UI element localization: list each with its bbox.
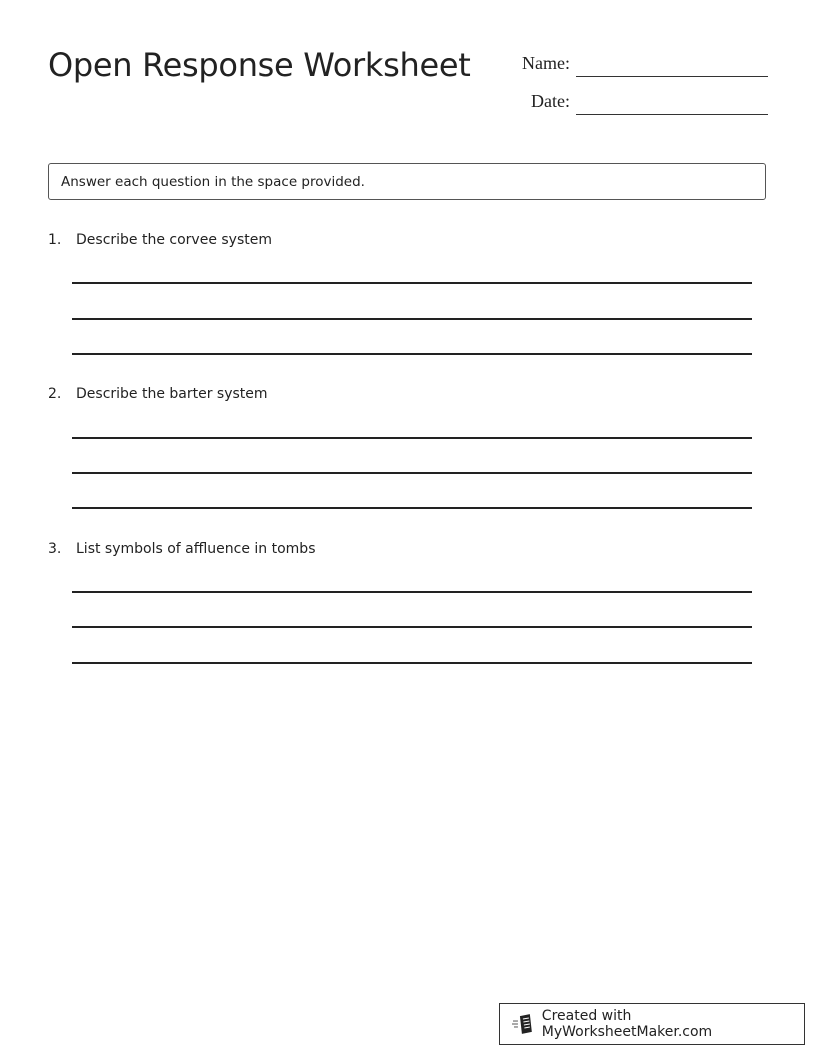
- question-number: 2.: [48, 386, 62, 402]
- answer-line[interactable]: [72, 662, 752, 664]
- name-label: Name:: [522, 53, 570, 73]
- question-text: List symbols of affluence in tombs: [76, 541, 316, 557]
- answer-line[interactable]: [72, 591, 752, 593]
- question-number: 3.: [48, 541, 62, 557]
- instructions-box: Answer each question in the space provided.: [48, 163, 766, 200]
- answer-line[interactable]: [72, 472, 752, 474]
- question-number: 1.: [48, 232, 62, 248]
- answer-line[interactable]: [72, 318, 752, 320]
- question-text: Describe the barter system: [76, 386, 268, 402]
- answer-line[interactable]: [72, 282, 752, 284]
- answer-line[interactable]: [72, 507, 752, 509]
- question-text: Describe the corvee system: [76, 232, 272, 248]
- page-title: Open Response Worksheet: [48, 46, 471, 84]
- answer-line[interactable]: [72, 353, 752, 355]
- date-line[interactable]: [576, 114, 768, 115]
- answer-line[interactable]: [72, 626, 752, 628]
- date-label: Date:: [531, 91, 570, 111]
- name-line[interactable]: [576, 76, 768, 77]
- worksheet-logo-icon: [512, 1013, 536, 1035]
- answer-line[interactable]: [72, 437, 752, 439]
- footer-text: Created with MyWorksheetMaker.com: [541, 1008, 713, 1040]
- footer-credit[interactable]: [499, 1003, 805, 1045]
